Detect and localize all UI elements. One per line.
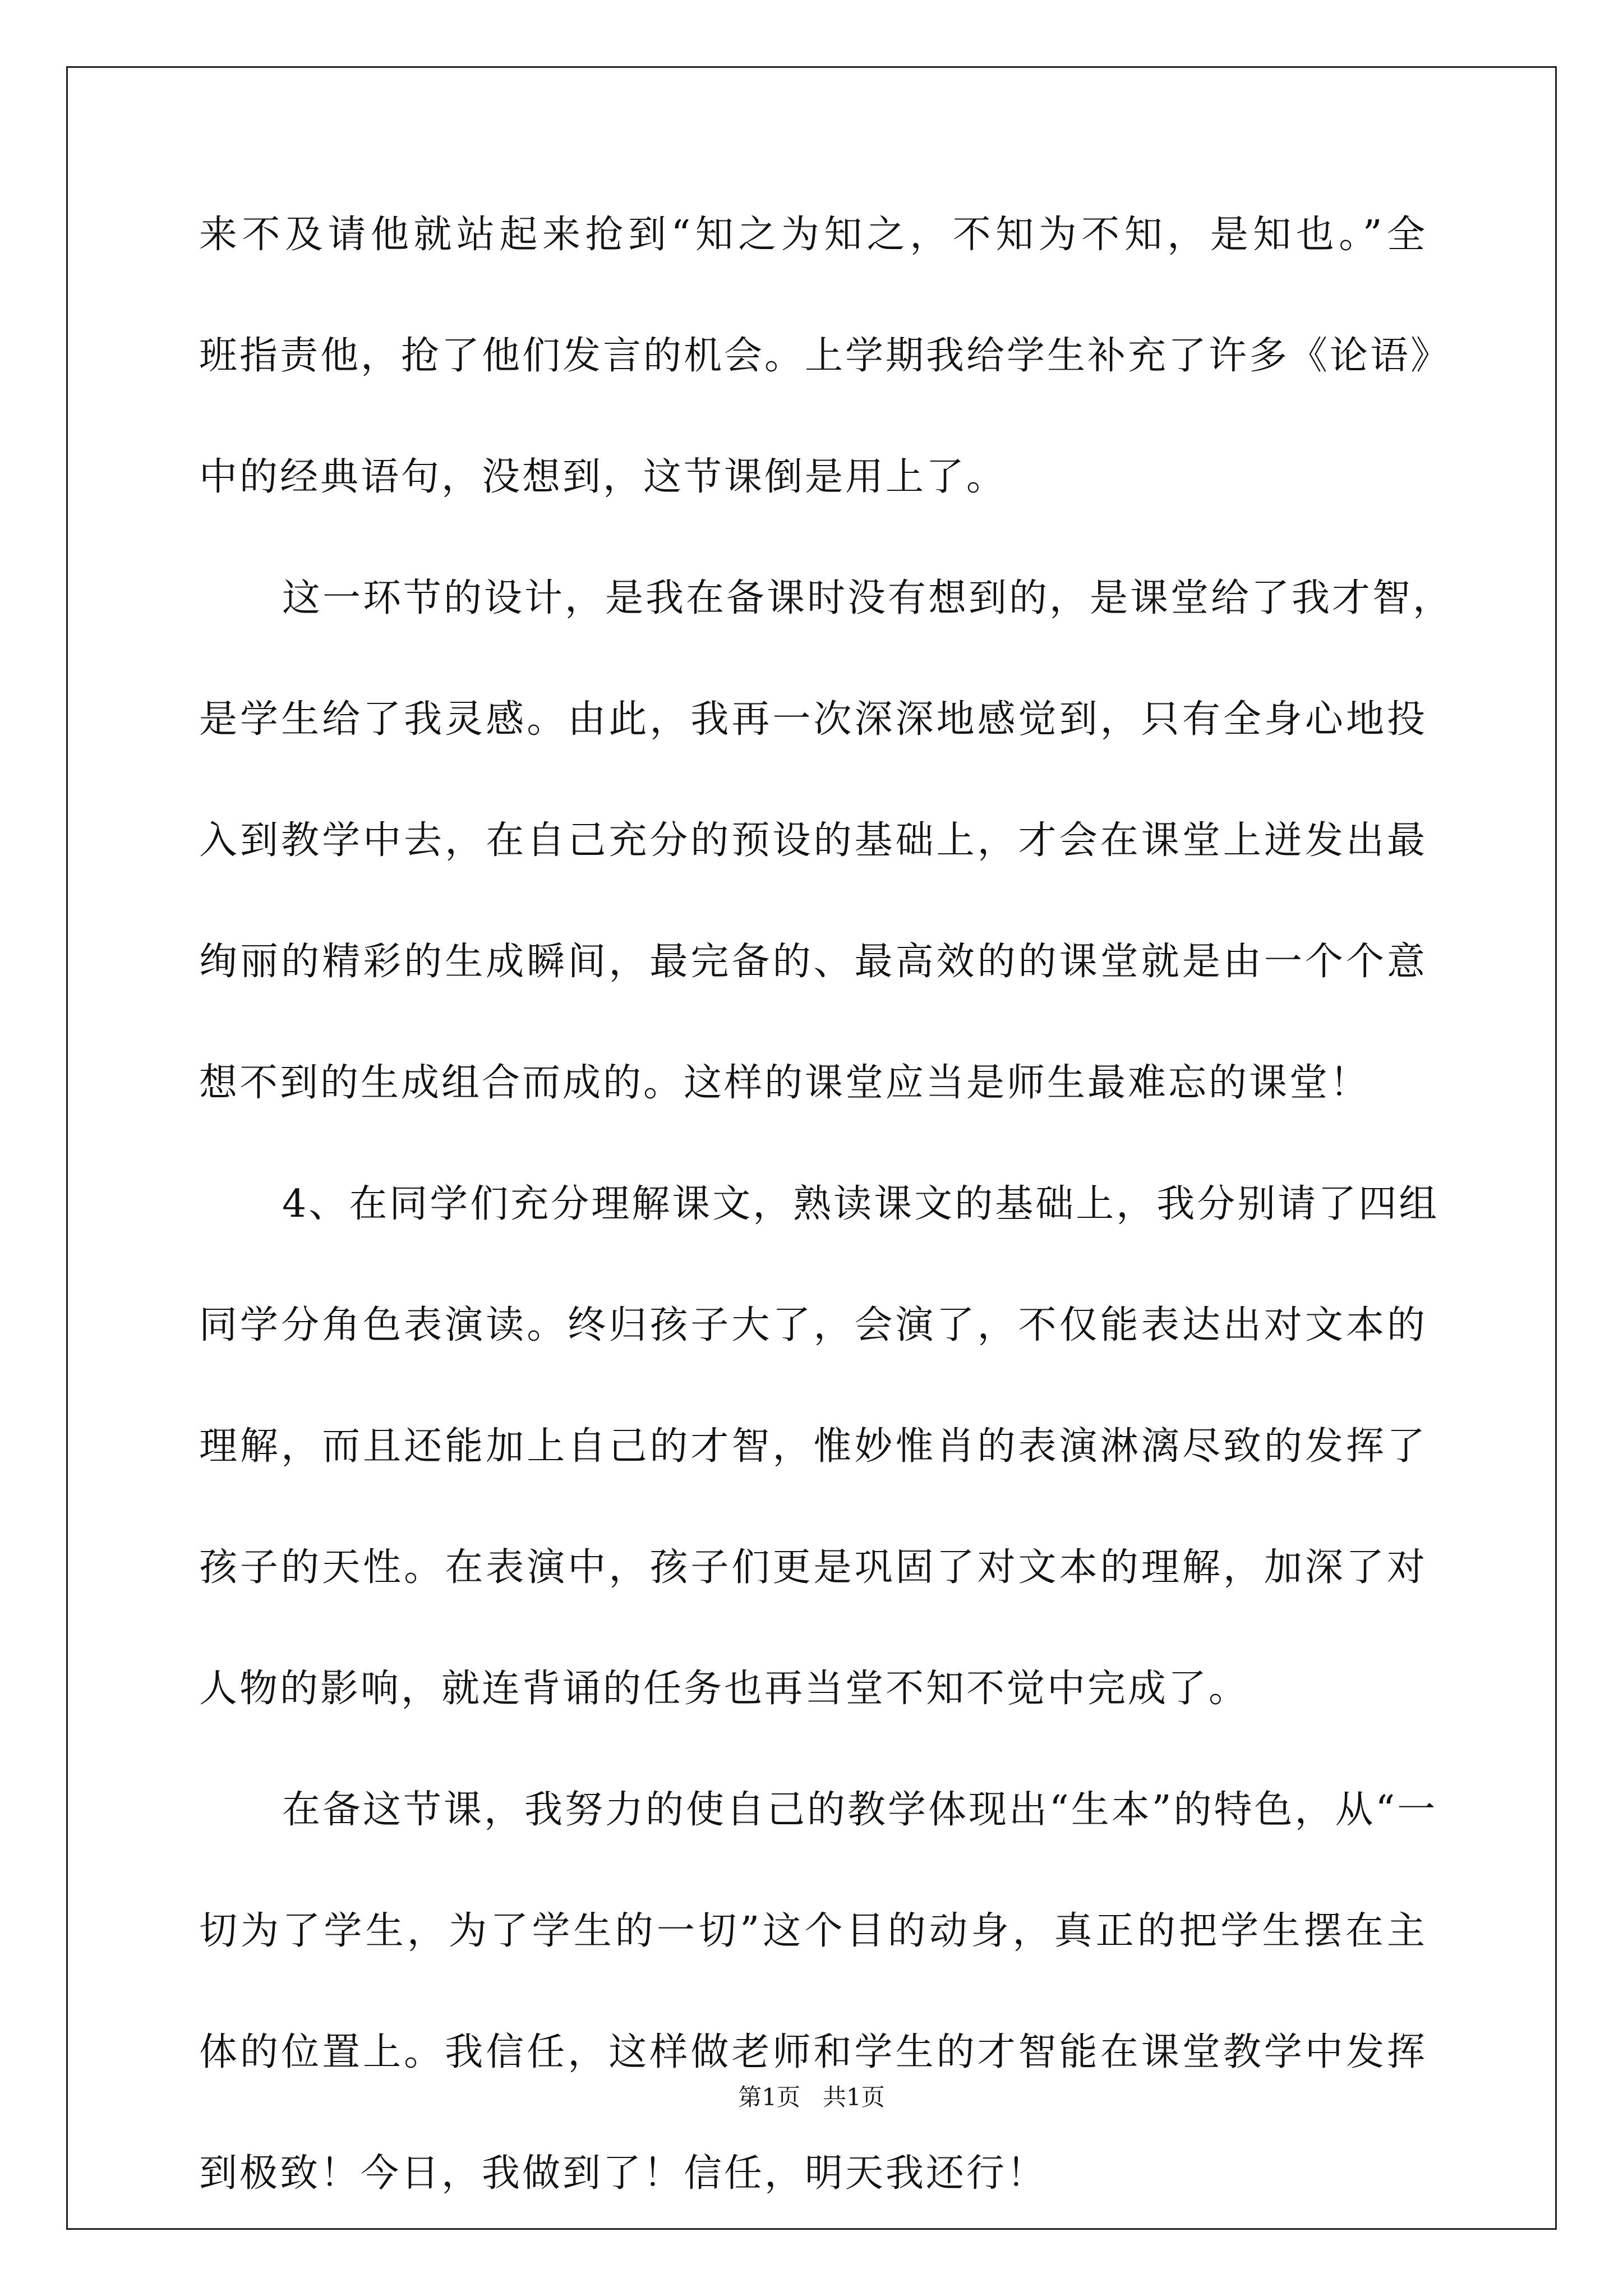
text-line: 班指责他，抢了他们发言的机会。上学期我给学生补充了许多《论语》 — [199, 334, 1451, 378]
document-body — [199, 213, 1454, 2276]
text-line: 想不到的生成组合而成的。这样的课堂应当是师生最难忘的课堂！ — [199, 1061, 1371, 1105]
text-line: 这一环节的设计，是我在备课时没有想到的，是课堂给了我才智， — [282, 576, 1454, 620]
text-line: 入到教学中去，在自己充分的预设的基础上，才会在课堂上迸发出最 — [199, 818, 1427, 863]
text-line: 在备这节课，我努力的使自己的教学体现出“生本”的特色，从“一 — [282, 1788, 1438, 1832]
text-line: 来不及请他就站起来抢到“知之为知之，不知为不知，是知也。”全 — [199, 213, 1427, 257]
text-line: 人物的影响，就连背诵的任务也再当堂不知不觉中完成了。 — [199, 1667, 1249, 1711]
text-line: 孩子的天性。在表演中，孩子们更是巩固了对文本的理解，加深了对 — [199, 1545, 1427, 1590]
text-line: 切为了学生，为了学生的一切”这个目的动身，真正的把学生摆在主 — [199, 1909, 1427, 1953]
text-line: 中的经典语句，没想到，这节课倒是用上了。 — [199, 455, 1007, 499]
page-number-footer: 第1页 共1页 — [738, 2083, 885, 2111]
text-line: 到极致！今日，我做到了！信任，明天我还行！ — [199, 2151, 1048, 2196]
text-line: 4、在同学们充分理解课文，熟读课文的基础上，我分别请了四组 — [282, 1182, 1440, 1226]
text-line: 是学生给了我灵感。由此，我再一次深深地感觉到，只有全身心地投 — [199, 697, 1427, 742]
text-line: 理解，而且还能加上自己的才智，惟妙惟肖的表演淋漓尽致的发挥了 — [199, 1424, 1427, 1469]
text-line: 体的位置上。我信任，这样做老师和学生的才智能在课堂教学中发挥 — [199, 2030, 1427, 2074]
text-line: 同学分角色表演读。终归孩子大了，会演了，不仅能表达出对文本的 — [199, 1303, 1427, 1347]
text-line: 绚丽的精彩的生成瞬间，最完备的、最高效的的课堂就是由一个个意 — [199, 940, 1427, 984]
